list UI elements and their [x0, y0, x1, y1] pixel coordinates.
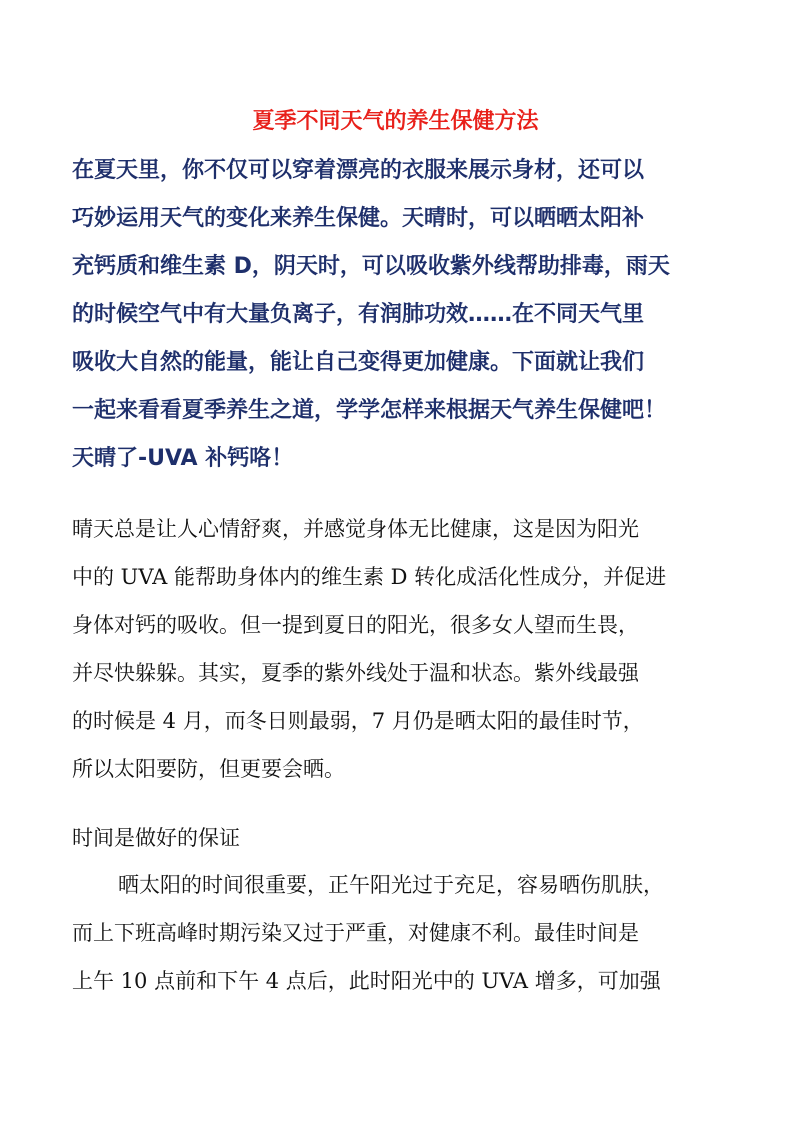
body-line: 晴天总是让人心情舒爽，并感觉身体无比健康，这是因为阳光 [72, 517, 639, 541]
intro-line: 在夏天里，你不仅可以穿着漂亮的衣服来展示身材，还可以 [72, 158, 645, 183]
body-line: 中的 UVA 能帮助身体内的维生素 D 转化成活化性成分，并促进 [72, 565, 667, 589]
intro-line: 一起来看看夏季养生之道，学学怎样来根据天气养生保健吧！ [72, 398, 667, 423]
body-line: 身体对钙的吸收。但一提到夏日的阳光，很多女人望而生畏， [72, 613, 639, 637]
body-line: 晒太阳的时间很重要，正午阳光过于充足，容易晒伤肌肤， [118, 873, 664, 897]
intro-line: 充钙质和维生素 D，阴天时，可以吸收紫外线帮助排毒，雨天 [72, 254, 670, 279]
body-line: 的时候是 4 月，而冬日则最弱，7 月仍是晒太阳的最佳时节， [72, 709, 644, 733]
body-line: 并尽快躲躲。其实，夏季的紫外线处于温和状态。紫外线最强 [72, 661, 639, 685]
subheading-timing: 时间是做好的保证 [72, 826, 240, 850]
intro-line: 的时候空气中有大量负离子，有润肺功效……在不同天气里 [72, 302, 645, 327]
intro-line: 巧妙运用天气的变化来养生保健。天晴时，可以晒晒太阳补 [72, 206, 645, 231]
section-heading-sunny: 天晴了-UVA 补钙咯！ [72, 446, 294, 471]
body-line: 上午 10 点前和下午 4 点后，此时阳光中的 UVA 增多，可加强 [72, 969, 661, 993]
intro-paragraph [72, 153, 752, 489]
intro-line: 吸收大自然的能量，能让自己变得更加健康。下面就让我们 [72, 350, 645, 375]
body-line: 而上下班高峰时期污染又过于严重，对健康不利。最佳时间是 [72, 921, 639, 945]
document-title: 夏季不同天气的养生保健方法 [252, 109, 539, 134]
body-paragraph-timing [72, 867, 752, 1011]
body-paragraph-sunny [72, 511, 752, 799]
body-line: 所以太阳要防，但更要会晒。 [72, 757, 345, 781]
